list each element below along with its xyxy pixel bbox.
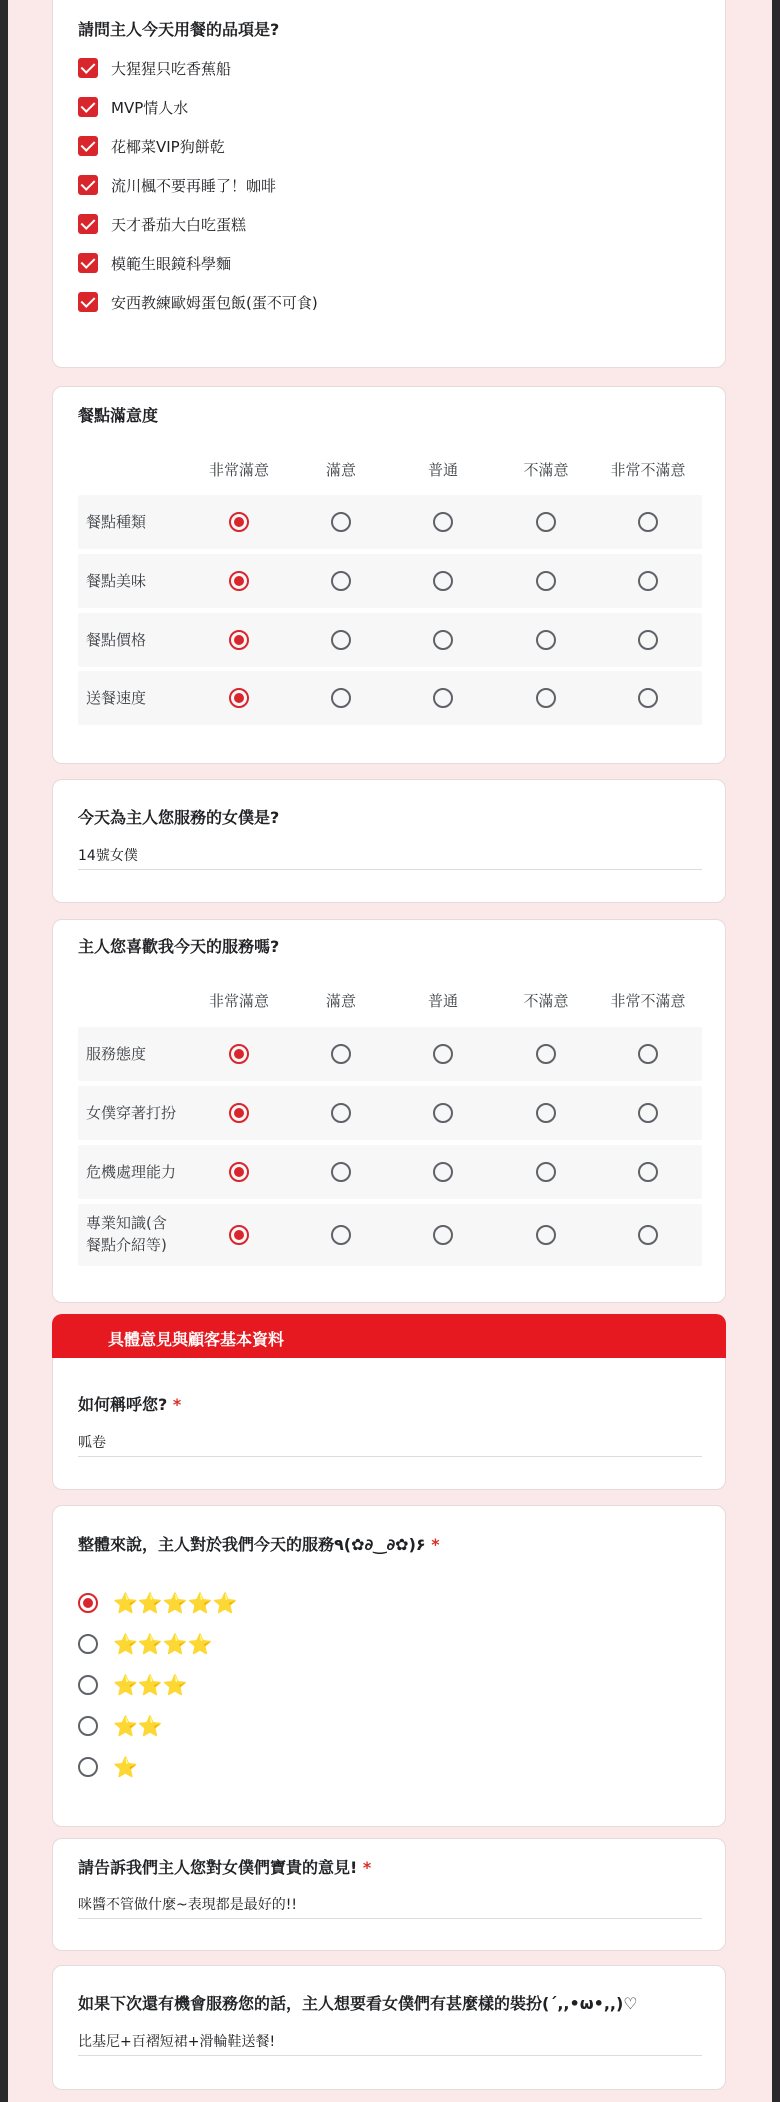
radio-satisfied[interactable]: [331, 512, 351, 532]
radio-neutral[interactable]: [433, 1044, 453, 1064]
question-text: 如何稱呼您?: [78, 1395, 168, 1414]
maid-answer-field[interactable]: 14號女僕: [78, 845, 702, 870]
radio-very-dissatisfied[interactable]: [638, 571, 658, 591]
three-stars-icon: ⭐⭐⭐: [113, 1673, 188, 1697]
radio-neutral[interactable]: [433, 1225, 453, 1245]
checkbox-checked-icon[interactable]: [78, 58, 98, 78]
grid-row-maid-outfit: [78, 1086, 702, 1140]
question-title-meal: 餐點滿意度: [78, 406, 159, 425]
question-title-overall: [78, 1532, 440, 1555]
checkbox-checked-icon[interactable]: [78, 175, 98, 195]
grid-row-label: 餐點價格: [86, 631, 147, 649]
checkbox-checked-icon[interactable]: [78, 97, 98, 117]
checkbox-label: 天才番茄大白吃蛋糕: [111, 215, 247, 234]
radio-very-satisfied[interactable]: [229, 571, 249, 591]
grid-row-label: 女僕穿著打扮: [86, 1104, 177, 1122]
grid-row-service-attitude: [78, 1027, 702, 1081]
radio-dissatisfied[interactable]: [536, 630, 556, 650]
checkbox-checked-icon[interactable]: [78, 292, 98, 312]
next-time-answer-field[interactable]: 比基尼+百褶短裙+滑輪鞋送餐!: [78, 2031, 702, 2056]
radio-very-satisfied[interactable]: [229, 1103, 249, 1123]
name-answer-field[interactable]: 呱卷: [78, 1432, 702, 1457]
grid-row-meal-type: [78, 495, 702, 549]
radio-very-dissatisfied[interactable]: [638, 1225, 658, 1245]
checkbox-label: 大猩猩只吃香蕉船: [111, 59, 232, 78]
radio-very-satisfied[interactable]: [229, 688, 249, 708]
radio-dissatisfied[interactable]: [536, 688, 556, 708]
two-stars-icon: ⭐⭐: [113, 1714, 163, 1738]
checkbox-item-2[interactable]: [78, 95, 188, 119]
grid-header: 非常滿意: [208, 992, 269, 1010]
radio-neutral[interactable]: [433, 512, 453, 532]
radio-neutral[interactable]: [433, 1103, 453, 1123]
grid-row-meal-price: [78, 613, 702, 667]
grid-row-expertise: [78, 1204, 702, 1266]
radio-satisfied[interactable]: [331, 1103, 351, 1123]
required-marker: *: [431, 1535, 440, 1554]
radio-very-satisfied[interactable]: [229, 1225, 249, 1245]
grid-row-meal-taste: [78, 554, 702, 608]
one-star-icon: ⭐: [113, 1755, 138, 1779]
question-title-name: [78, 1392, 181, 1415]
section-header: 具體意見與顧客基本資料: [52, 1314, 726, 1366]
radio-dissatisfied[interactable]: [536, 571, 556, 591]
rating-option-3[interactable]: [78, 1673, 192, 1697]
grid-header: 非常不滿意: [610, 992, 686, 1010]
grid-header: 滿意: [325, 461, 356, 479]
card-meal-satisfaction: [52, 386, 726, 764]
checkbox-item-7[interactable]: [78, 290, 318, 314]
question-title-service: 主人您喜歡我今天的服務嗎?: [78, 937, 280, 956]
window-edge-right: [772, 0, 780, 2102]
grid-header: 普通: [427, 461, 458, 479]
rating-option-1[interactable]: [78, 1755, 142, 1779]
radio-very-satisfied[interactable]: [229, 1044, 249, 1064]
grid-header: 普通: [427, 992, 458, 1010]
card-name: [52, 1358, 726, 1490]
grid-row-delivery-speed: [78, 671, 702, 725]
radio-unselected[interactable]: [78, 1675, 98, 1695]
radio-unselected[interactable]: [78, 1716, 98, 1736]
grid-header: 非常滿意: [208, 461, 269, 479]
card-service-satisfaction: [52, 919, 726, 1303]
radio-very-dissatisfied[interactable]: [638, 630, 658, 650]
radio-very-satisfied[interactable]: [229, 512, 249, 532]
grid-row-label: 餐點種類: [86, 513, 147, 531]
five-stars-icon: ⭐⭐⭐⭐⭐: [113, 1591, 238, 1615]
card-menu-items: [52, 0, 726, 368]
grid-header: 非常不滿意: [610, 461, 686, 479]
grid-header: 不滿意: [523, 461, 569, 479]
radio-selected[interactable]: [78, 1593, 98, 1613]
radio-very-dissatisfied[interactable]: [638, 512, 658, 532]
card-overall-rating: [52, 1505, 726, 1827]
checkbox-label: MVP情人水: [111, 98, 189, 117]
grid-row-crisis-handling: [78, 1145, 702, 1199]
radio-satisfied[interactable]: [331, 1225, 351, 1245]
radio-dissatisfied[interactable]: [536, 1103, 556, 1123]
required-marker: *: [362, 1858, 372, 1877]
radio-unselected[interactable]: [78, 1634, 98, 1654]
grid-row-label: 餐點美味: [86, 572, 147, 590]
rating-option-2[interactable]: [78, 1714, 167, 1738]
radio-dissatisfied[interactable]: [536, 1162, 556, 1182]
card-feedback: [52, 1838, 726, 1951]
grid-row-label: 專業知識(含 餐點介紹等): [86, 1214, 167, 1254]
card-maid: [52, 779, 726, 903]
card-next-time: [52, 1965, 726, 2090]
radio-satisfied[interactable]: [331, 630, 351, 650]
checkbox-label: 流川楓不要再睡了！咖啡: [111, 176, 277, 195]
radio-satisfied[interactable]: [331, 688, 351, 708]
checkbox-item-5[interactable]: [78, 212, 246, 236]
radio-dissatisfied[interactable]: [536, 512, 556, 532]
radio-very-dissatisfied[interactable]: [638, 1103, 658, 1123]
grid-header: 滿意: [325, 992, 356, 1010]
radio-neutral[interactable]: [433, 630, 453, 650]
radio-dissatisfied[interactable]: [536, 1225, 556, 1245]
radio-very-satisfied[interactable]: [229, 630, 249, 650]
question-title-items: 請問主人今天用餐的品項是?: [78, 20, 280, 39]
radio-very-dissatisfied[interactable]: [638, 1044, 658, 1064]
rating-option-5[interactable]: [78, 1591, 242, 1615]
radio-neutral[interactable]: [433, 688, 453, 708]
checkbox-label: 模範生眼鏡科學麵: [111, 254, 232, 273]
checkbox-checked-icon[interactable]: [78, 214, 98, 234]
grid-row-label: 服務態度: [86, 1045, 147, 1063]
question-text: 請告訴我們主人您對女僕們寶貴的意見!: [78, 1858, 358, 1877]
question-title-maid: 今天為主人您服務的女僕是?: [78, 808, 280, 827]
question-text: 整體來說，主人對於我們今天的服務٩(✿∂‿∂✿)۶: [78, 1535, 426, 1554]
question-title-feedback: [78, 1855, 371, 1878]
rating-option-4[interactable]: [78, 1632, 217, 1656]
grid-row-label: 危機處理能力: [86, 1163, 177, 1181]
checkbox-item-1[interactable]: [78, 56, 231, 80]
grid-header: 不滿意: [523, 992, 569, 1010]
radio-neutral[interactable]: [433, 571, 453, 591]
radio-very-dissatisfied[interactable]: [638, 688, 658, 708]
window-edge-left: [0, 0, 8, 2102]
checkbox-checked-icon[interactable]: [78, 253, 98, 273]
checkbox-label: 花椰菜VIP狗餅乾: [111, 137, 225, 156]
checkbox-item-3[interactable]: [78, 134, 225, 158]
feedback-answer-field[interactable]: 咪醬不管做什麼~表現都是最好的!!: [78, 1894, 702, 1919]
radio-unselected[interactable]: [78, 1757, 98, 1777]
grid-row-label: 送餐速度: [86, 689, 147, 707]
radio-very-dissatisfied[interactable]: [638, 1162, 658, 1182]
checkbox-item-6[interactable]: [78, 251, 231, 275]
radio-very-satisfied[interactable]: [229, 1162, 249, 1182]
checkbox-checked-icon[interactable]: [78, 136, 98, 156]
radio-neutral[interactable]: [433, 1162, 453, 1182]
checkbox-item-4[interactable]: [78, 173, 276, 197]
required-marker: *: [172, 1395, 182, 1414]
radio-dissatisfied[interactable]: [536, 1044, 556, 1064]
checkbox-label: 安西教練歐姆蛋包飯(蛋不可食): [111, 293, 318, 312]
radio-satisfied[interactable]: [331, 571, 351, 591]
radio-satisfied[interactable]: [331, 1044, 351, 1064]
radio-satisfied[interactable]: [331, 1162, 351, 1182]
four-stars-icon: ⭐⭐⭐⭐: [113, 1632, 213, 1656]
question-title-next-time: 如果下次還有機會服務您的話，主人想要看女僕們有甚麼樣的裝扮(´,,•ω•,,)♡: [78, 1994, 638, 2013]
